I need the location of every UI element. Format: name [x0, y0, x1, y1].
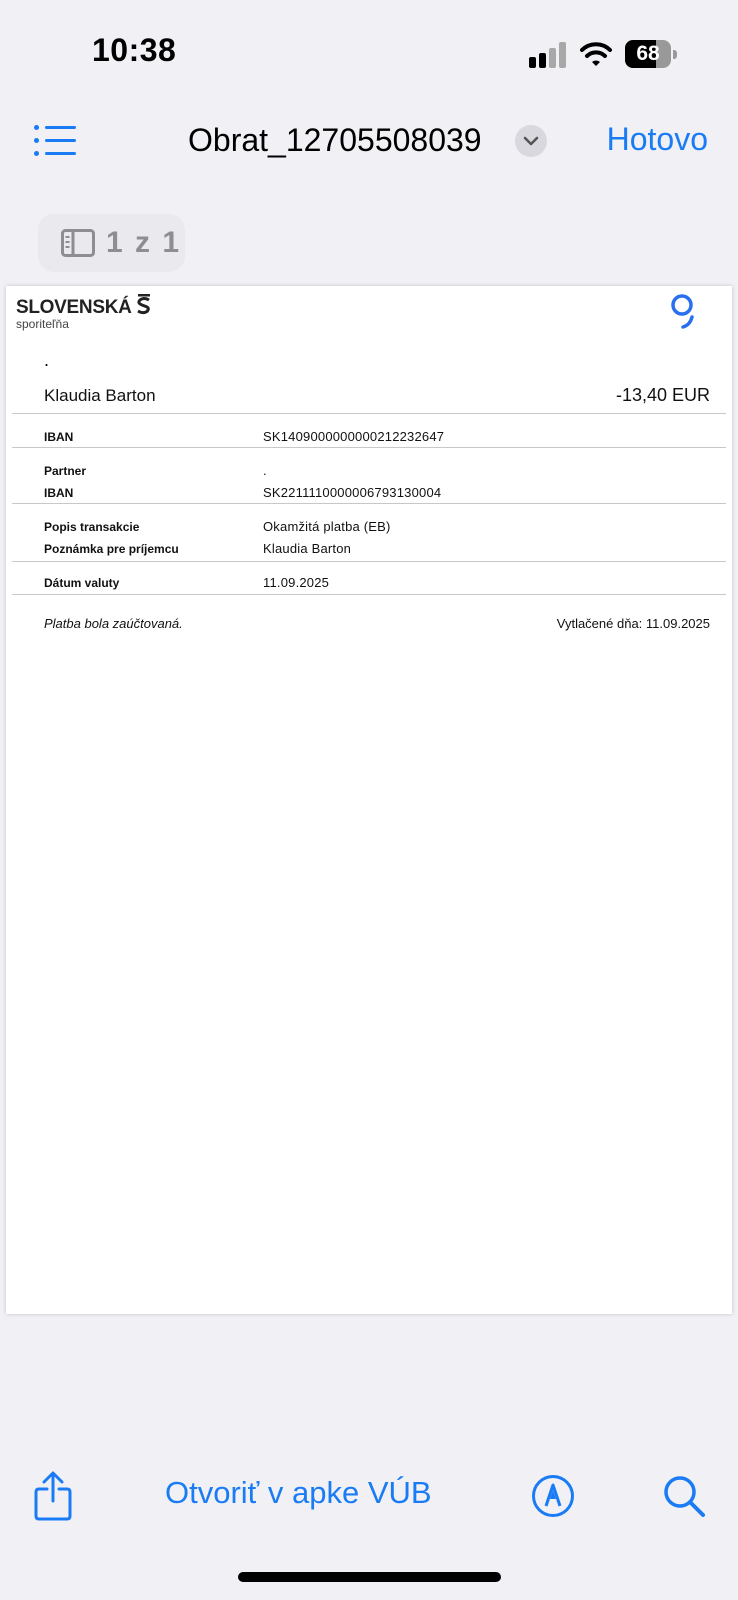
done-button[interactable]: Hotovo [606, 121, 708, 157]
document-title: Obrat_12705508039 [188, 122, 482, 158]
pdf-page [6, 286, 732, 1314]
list-icon[interactable] [34, 124, 78, 158]
divider [12, 413, 726, 414]
george-logo-icon [668, 292, 698, 330]
status-time: 10:38 [92, 32, 177, 68]
divider [12, 447, 726, 448]
partner-iban-value: SK2211110000006793130004 [263, 485, 442, 500]
logo-name: SLOVENSKÁ [16, 297, 132, 318]
home-indicator[interactable] [238, 1572, 501, 1582]
battery-level: 68 [636, 42, 660, 65]
value-date-value: 11.09.2025 [263, 575, 330, 590]
description-label: Popis transakcie [44, 520, 140, 534]
partner-iban-label: IBAN [44, 486, 74, 500]
iban-label: IBAN [44, 430, 74, 444]
divider [12, 503, 726, 504]
page-indicator[interactable] [38, 214, 185, 272]
markup-icon[interactable] [531, 1474, 575, 1518]
bottom-toolbar [0, 1440, 738, 1550]
open-in-app-button[interactable]: Otvoriť v apke VÚB [165, 1475, 432, 1510]
status-bar [0, 0, 738, 100]
partner-label: Partner [44, 464, 87, 478]
share-icon[interactable] [34, 1471, 72, 1521]
note-value: Klaudia Barton [263, 541, 352, 556]
signal-icon [529, 42, 569, 68]
logo-sub: sporiteľňa [16, 317, 69, 331]
printed-date: Vytlačené dňa: 11.09.2025 [556, 616, 710, 631]
chevron-down-icon[interactable] [515, 125, 547, 157]
nav-bar [0, 110, 738, 172]
value-date-label: Dátum valuty [44, 576, 120, 590]
sidebar-icon [61, 229, 93, 256]
iban-value: SK1409000000000212232647 [263, 429, 445, 444]
payment-status-note: Platba bola zaúčtovaná. [44, 616, 183, 631]
header-dot: . [44, 350, 50, 370]
payer-name: Klaudia Barton [44, 386, 156, 405]
description-value: Okamžitá platba (EB) [263, 519, 391, 534]
divider [12, 594, 726, 595]
divider [12, 561, 726, 562]
bank-s-icon [136, 294, 152, 316]
battery-icon [625, 40, 677, 68]
wifi-icon [580, 40, 612, 68]
partner-value: . [263, 463, 267, 478]
search-icon[interactable] [662, 1474, 706, 1518]
page-counter: 1 z 1 [106, 226, 182, 259]
bank-logo [16, 294, 152, 331]
transaction-amount: -13,40 EUR [615, 385, 710, 405]
note-label: Poznámka pre príjemcu [44, 542, 179, 556]
